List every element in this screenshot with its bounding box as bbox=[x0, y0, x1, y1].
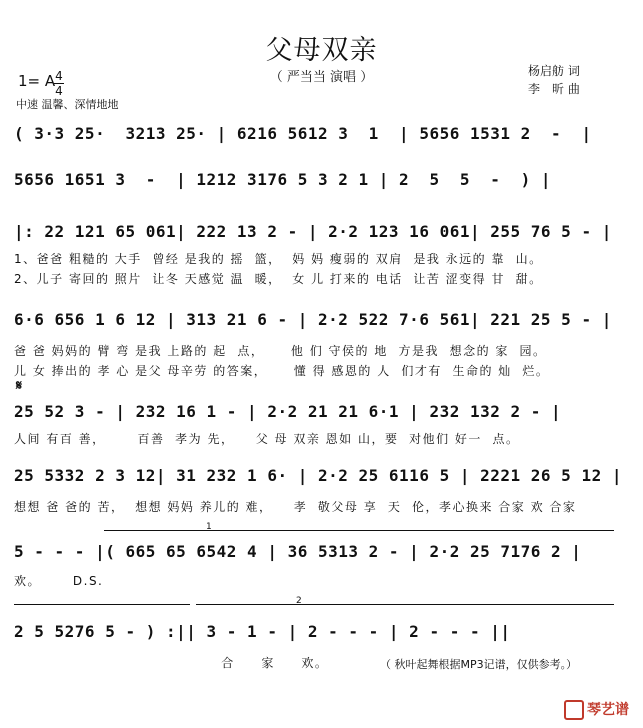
singer-credit: （ 严当当 演唱 ） bbox=[269, 70, 374, 85]
time-signature bbox=[54, 70, 64, 97]
lyrics-line: 合 家 欢。 bbox=[14, 656, 329, 670]
composer-credit: 李 昕 曲 bbox=[528, 82, 580, 96]
notes-line: ( 3·3 25· 3213 25· | 6216 5612 3 1 | 5656 1531 2 - | bbox=[14, 124, 592, 143]
song-title: 父母双亲 bbox=[265, 35, 378, 66]
lyricist-credit: 杨启舫 词 bbox=[528, 64, 580, 78]
tempo-marking: 中速 温馨、深情地地 bbox=[16, 98, 119, 111]
notes-line: 2 5 5276 5 - ) :|| 3 - 1 - | 2 - - - | 2 - - - || bbox=[14, 622, 511, 641]
notes-line: 25 5332 2 3 12| 31 232 1 6· | 2·2 25 6116 5 | 2221 26 5 12 | bbox=[14, 466, 622, 485]
score-system-4 bbox=[14, 310, 614, 380]
lyrics-line: 想想 爸 爸的 苦， 想想 妈妈 养儿的 难， 孝 敬父母 享 天 伦，孝心换来 合家 欢 合家 bbox=[14, 500, 577, 514]
lyrics-verse-2: 儿 女 捧出的 孝 心 是父 母辛劳 的答案， 懂 得 感恩的 人 们才有 生命的 灿 烂。 bbox=[14, 364, 550, 378]
site-logo bbox=[564, 699, 629, 720]
key-signature: 1= A bbox=[18, 72, 56, 90]
lyrics-line: 欢。 D.S. bbox=[14, 574, 104, 588]
lyrics-line: 人间 有百 善， 百善 孝为 先， 父 母 双亲 恩如 山，要 对他们 好一 点。 bbox=[14, 432, 520, 446]
volta-1-ending-line bbox=[14, 604, 190, 605]
score-system-3 bbox=[14, 222, 614, 292]
notes-line: 5656 1651 3 - | 1212 3176 5 3 2 1 | 2 5 5 - ) | bbox=[14, 170, 552, 189]
lyrics-verse-1: 1、爸爸 粗糙的 大手 曾经 是我的 摇 篮， 妈 妈 瘦弱的 双肩 是我 永远的 靠 山。 bbox=[14, 252, 543, 266]
notes-line: 5 - - - |( 665 65 6542 4 | 36 5313 2 - | 2·2 25 7176 2 | bbox=[14, 542, 582, 561]
volta-1-line bbox=[104, 530, 614, 531]
score-system-5 bbox=[14, 402, 614, 472]
volta-1-number: 1 bbox=[206, 522, 212, 532]
notes-line: 6·6 656 1 6 12 | 313 21 6 - | 2·2 522 7·6 561| 221 25 5 - | bbox=[14, 310, 612, 329]
time-signature-top: 4 bbox=[55, 69, 63, 83]
time-signature-bottom: 4 bbox=[55, 84, 63, 98]
logo-icon bbox=[564, 700, 584, 720]
volta-2-number: 2 bbox=[296, 596, 302, 606]
notes-line: |: 22 121 65 061| 222 13 2 - | 2·2 123 16 061| 255 76 5 - | bbox=[14, 222, 612, 241]
volta-2-line bbox=[196, 604, 614, 605]
lyrics-verse-2: 2、儿子 寄回的 照片 让冬 天感觉 温 暖， 女 儿 打来的 电话 让苦 涩变得 甘 甜。 bbox=[14, 272, 543, 286]
segno-sign: 𝄋 bbox=[16, 378, 23, 394]
transcription-note: （ 秋叶起舞根据MP3记谱，仅供参考。） bbox=[380, 658, 578, 671]
lyrics-verse-1: 爸 爸 妈妈的 臂 弯 是我 上路的 起 点， 他 们 守侯的 地 方是我 想念的 家 园。 bbox=[14, 344, 547, 358]
notes-line: 25 52 3 - | 232 16 1 - | 2·2 21 21 6·1 | 232 132 2 - | bbox=[14, 402, 562, 421]
score-system-7 bbox=[14, 542, 614, 612]
score-system-6 bbox=[14, 466, 622, 536]
logo-text: 琴艺谱 bbox=[587, 702, 629, 718]
